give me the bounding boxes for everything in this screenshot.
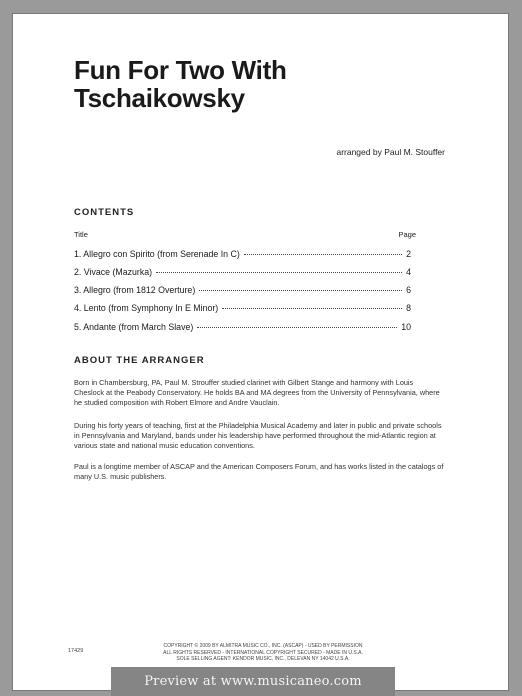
about-paragraph: Born in Chambersburg, PA, Paul M. Strouffer studied clarinet with Gilbert Stange and harmony with Louis Cheslock at the Peabody Conservatory. He holds BA and MA degrees from the University of Pennsylvania, where he studied composition with Robert Elmore and Andre Vauclain. [74, 378, 440, 407]
title-line-1: Fun For Two With [74, 55, 287, 85]
copyright-line: COPYRIGHT © 2009 BY ALMITRA MUSIC CO., INC. (ASCAP) - USED BY PERMISSION [163, 643, 363, 649]
title-line-2: Tschaikowsky [74, 83, 245, 113]
toc-item-page: 6 [406, 285, 411, 295]
toc-item-title: 4. Lento (from Symphony In E Minor) [74, 303, 219, 313]
about-paragraph: Paul is a longtime member of ASCAP and the American Composers Forum, and has works listed in the catalogs of many U.S. music publishers. [74, 462, 444, 481]
toc-item-title: 5. Andante (from March Slave) [74, 322, 194, 332]
toc-column-headers [74, 230, 416, 239]
toc-item-title: 1. Allegro con Spirito (from Serenade In C) [74, 249, 240, 259]
arranger-credit: arranged by Paul M. Stouffer [336, 147, 445, 157]
toc-leader-dots [244, 254, 402, 255]
catalog-number: 17429 [68, 648, 84, 654]
toc-title-column: Title [74, 230, 88, 239]
copyright-line: ALL RIGHTS RESERVED - INTERNATIONAL COPYRIGHT SECURED - MADE IN U.S.A. [163, 649, 363, 656]
toc-item-title: 2. Vivace (Mazurka) [74, 267, 153, 277]
toc-leader-dots [222, 308, 402, 309]
about-paragraph: During his forty years of teaching, first at the Philadelphia Musical Academy and later in public and private schools in Pennsylvania and Maryland, bands under his leadership have performed throughout the mid-Atlantic region at various state and national music education conventions. [74, 421, 442, 450]
about-heading: ABOUT THE ARRANGER [74, 355, 205, 366]
toc-item-page: 4 [406, 267, 411, 277]
preview-watermark-banner [111, 667, 395, 696]
toc-leader-dots [197, 327, 397, 328]
toc-item-page: 10 [401, 322, 411, 332]
toc-item-page: 2 [406, 249, 411, 259]
toc-item [74, 285, 411, 295]
sheet-music-page [13, 14, 508, 690]
toc-item [74, 322, 411, 332]
toc-leader-dots [199, 290, 402, 291]
toc-leader-dots [156, 272, 402, 273]
contents-heading: CONTENTS [74, 207, 135, 218]
toc-item-title: 3. Allegro (from 1812 Overture) [74, 285, 196, 295]
toc-item [74, 303, 411, 313]
toc-item [74, 267, 411, 277]
watermark-text: Preview at www.musicaneo.com [144, 674, 362, 689]
page-title [74, 56, 287, 112]
toc-item [74, 249, 411, 259]
copyright-line: SOLE SELLING AGENT: KENDOR MUSIC, INC., DELEVAN NY 14042 U.S.A. [176, 656, 350, 662]
toc-page-column: Page [398, 230, 416, 239]
toc-item-page: 8 [406, 303, 411, 313]
copyright-notice [153, 643, 373, 663]
